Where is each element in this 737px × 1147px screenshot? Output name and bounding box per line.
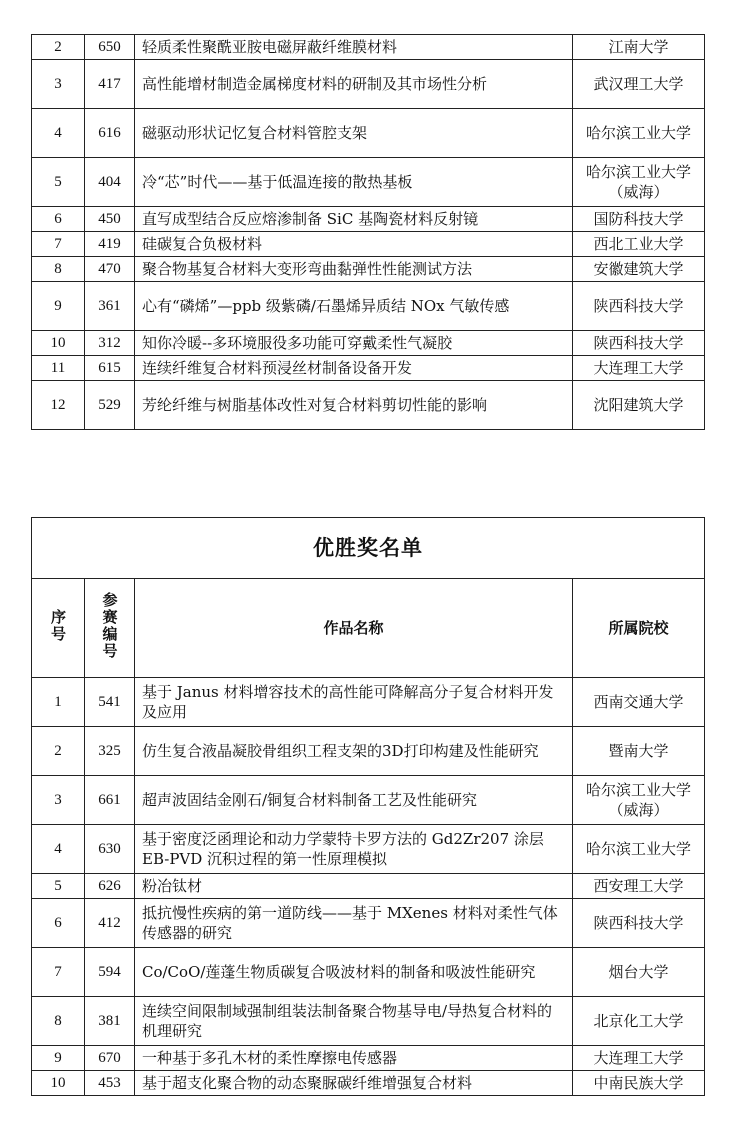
table-row bbox=[32, 776, 705, 825]
row-school: 陕西科技大学 bbox=[573, 282, 705, 331]
row-work-name: 聚合物基复合材料大变形弯曲黏弹性性能测试方法 bbox=[135, 257, 573, 282]
row-work-name: 粉冶钛材 bbox=[135, 874, 573, 899]
row-school: 江南大学 bbox=[573, 35, 705, 60]
row-code: 630 bbox=[85, 825, 135, 874]
row-school: 陕西科技大学 bbox=[573, 899, 705, 948]
row-index: 4 bbox=[32, 109, 85, 158]
table-row bbox=[32, 381, 705, 430]
row-school: 沈阳建筑大学 bbox=[573, 381, 705, 430]
table-row bbox=[32, 825, 705, 874]
row-school: 暨南大学 bbox=[573, 727, 705, 776]
row-school: 大连理工大学 bbox=[573, 356, 705, 381]
header-index-label: 序号 bbox=[49, 608, 67, 643]
row-code: 626 bbox=[85, 874, 135, 899]
header-school: 所属院校 bbox=[573, 579, 705, 678]
table-row bbox=[32, 282, 705, 331]
header-code-label: 参赛编号 bbox=[100, 591, 119, 660]
row-index: 3 bbox=[32, 60, 85, 109]
row-code: 615 bbox=[85, 356, 135, 381]
row-code: 541 bbox=[85, 678, 135, 727]
row-work-name: Co/CoO/莲蓬生物质碳复合吸波材料的制备和吸波性能研究 bbox=[135, 948, 573, 997]
header-index bbox=[32, 579, 85, 678]
award-table-continued bbox=[31, 34, 705, 430]
table-header-row bbox=[32, 579, 705, 678]
row-school: 中南民族大学 bbox=[573, 1071, 705, 1096]
row-school: 安徽建筑大学 bbox=[573, 257, 705, 282]
table-row bbox=[32, 678, 705, 727]
row-work-name: 基于 Janus 材料增容技术的高性能可降解高分子复合材料开发及应用 bbox=[135, 678, 573, 727]
table-row bbox=[32, 109, 705, 158]
row-index: 8 bbox=[32, 997, 85, 1046]
row-school: 北京化工大学 bbox=[573, 997, 705, 1046]
row-index: 12 bbox=[32, 381, 85, 430]
table-row bbox=[32, 207, 705, 232]
row-index: 9 bbox=[32, 282, 85, 331]
row-school: 大连理工大学 bbox=[573, 1046, 705, 1071]
table-row bbox=[32, 331, 705, 356]
row-work-name: 基于超支化聚合物的动态聚脲碳纤维增强复合材料 bbox=[135, 1071, 573, 1096]
row-code: 404 bbox=[85, 158, 135, 207]
row-code: 529 bbox=[85, 381, 135, 430]
row-index: 3 bbox=[32, 776, 85, 825]
row-code: 412 bbox=[85, 899, 135, 948]
excellence-award-table bbox=[31, 517, 705, 1096]
row-school: 哈尔滨工业大学 bbox=[573, 109, 705, 158]
row-code: 381 bbox=[85, 997, 135, 1046]
table-row bbox=[32, 1071, 705, 1096]
row-index: 1 bbox=[32, 678, 85, 727]
row-index: 2 bbox=[32, 35, 85, 60]
row-code: 670 bbox=[85, 1046, 135, 1071]
row-index: 5 bbox=[32, 874, 85, 899]
row-index: 7 bbox=[32, 232, 85, 257]
row-work-name: 冷“芯”时代——基于低温连接的散热基板 bbox=[135, 158, 573, 207]
row-index: 4 bbox=[32, 825, 85, 874]
row-index: 6 bbox=[32, 207, 85, 232]
row-index: 7 bbox=[32, 948, 85, 997]
row-school: 哈尔滨工业大学 bbox=[573, 825, 705, 874]
row-school: 哈尔滨工业大学（威海） bbox=[573, 776, 705, 825]
row-work-name: 直写成型结合反应熔渗制备 SiC 基陶瓷材料反射镜 bbox=[135, 207, 573, 232]
table-row bbox=[32, 1046, 705, 1071]
row-work-name: 轻质柔性聚酰亚胺电磁屏蔽纤维膜材料 bbox=[135, 35, 573, 60]
table-row bbox=[32, 158, 705, 207]
table-row bbox=[32, 257, 705, 282]
row-code: 450 bbox=[85, 207, 135, 232]
row-school: 国防科技大学 bbox=[573, 207, 705, 232]
row-work-name: 知你冷暖--多环境服役多功能可穿戴柔性气凝胶 bbox=[135, 331, 573, 356]
row-work-name: 超声波固结金刚石/铜复合材料制备工艺及性能研究 bbox=[135, 776, 573, 825]
row-work-name: 基于密度泛函理论和动力学蒙特卡罗方法的 Gd2Zr207 涂层 EB-PVD 沉积过程的第一性原理模拟 bbox=[135, 825, 573, 874]
table-title: 优胜奖名单 bbox=[32, 518, 705, 579]
table-row bbox=[32, 997, 705, 1046]
row-code: 417 bbox=[85, 60, 135, 109]
row-code: 325 bbox=[85, 727, 135, 776]
row-work-name: 抵抗慢性疾病的第一道防线——基于 MXenes 材料对柔性气体传感器的研究 bbox=[135, 899, 573, 948]
header-code bbox=[85, 579, 135, 678]
row-school: 烟台大学 bbox=[573, 948, 705, 997]
row-code: 594 bbox=[85, 948, 135, 997]
row-code: 650 bbox=[85, 35, 135, 60]
row-school: 陕西科技大学 bbox=[573, 331, 705, 356]
table-row bbox=[32, 232, 705, 257]
row-work-name: 一种基于多孔木材的柔性摩擦电传感器 bbox=[135, 1046, 573, 1071]
row-code: 312 bbox=[85, 331, 135, 356]
row-index: 8 bbox=[32, 257, 85, 282]
header-work-name: 作品名称 bbox=[135, 579, 573, 678]
table1-body bbox=[32, 35, 705, 430]
row-code: 616 bbox=[85, 109, 135, 158]
table-row bbox=[32, 35, 705, 60]
table-row bbox=[32, 727, 705, 776]
row-index: 9 bbox=[32, 1046, 85, 1071]
row-school: 武汉理工大学 bbox=[573, 60, 705, 109]
row-code: 470 bbox=[85, 257, 135, 282]
table-row bbox=[32, 899, 705, 948]
row-index: 6 bbox=[32, 899, 85, 948]
row-work-name: 硅碳复合负极材料 bbox=[135, 232, 573, 257]
table-title-row bbox=[32, 518, 705, 579]
row-index: 11 bbox=[32, 356, 85, 381]
row-school: 西北工业大学 bbox=[573, 232, 705, 257]
row-index: 5 bbox=[32, 158, 85, 207]
row-work-name: 高性能增材制造金属梯度材料的研制及其市场性分析 bbox=[135, 60, 573, 109]
table-row bbox=[32, 356, 705, 381]
row-work-name: 仿生复合液晶凝胶骨组织工程支架的3D打印构建及性能研究 bbox=[135, 727, 573, 776]
row-code: 661 bbox=[85, 776, 135, 825]
row-code: 361 bbox=[85, 282, 135, 331]
row-work-name: 连续空间限制域强制组装法制备聚合物基导电/导热复合材料的机理研究 bbox=[135, 997, 573, 1046]
table-row bbox=[32, 60, 705, 109]
row-index: 2 bbox=[32, 727, 85, 776]
row-school: 西南交通大学 bbox=[573, 678, 705, 727]
table2-body bbox=[32, 678, 705, 1096]
row-work-name: 连续纤维复合材料预浸丝材制备设备开发 bbox=[135, 356, 573, 381]
row-code: 453 bbox=[85, 1071, 135, 1096]
row-work-name: 磁驱动形状记忆复合材料管腔支架 bbox=[135, 109, 573, 158]
row-school: 西安理工大学 bbox=[573, 874, 705, 899]
row-work-name: 芳纶纤维与树脂基体改性对复合材料剪切性能的影响 bbox=[135, 381, 573, 430]
row-work-name: 心有“磷烯”—ppb 级紫磷/石墨烯异质结 NOx 气敏传感 bbox=[135, 282, 573, 331]
row-index: 10 bbox=[32, 331, 85, 356]
row-code: 419 bbox=[85, 232, 135, 257]
table-row bbox=[32, 874, 705, 899]
row-school: 哈尔滨工业大学（威海） bbox=[573, 158, 705, 207]
row-index: 10 bbox=[32, 1071, 85, 1096]
table-row bbox=[32, 948, 705, 997]
